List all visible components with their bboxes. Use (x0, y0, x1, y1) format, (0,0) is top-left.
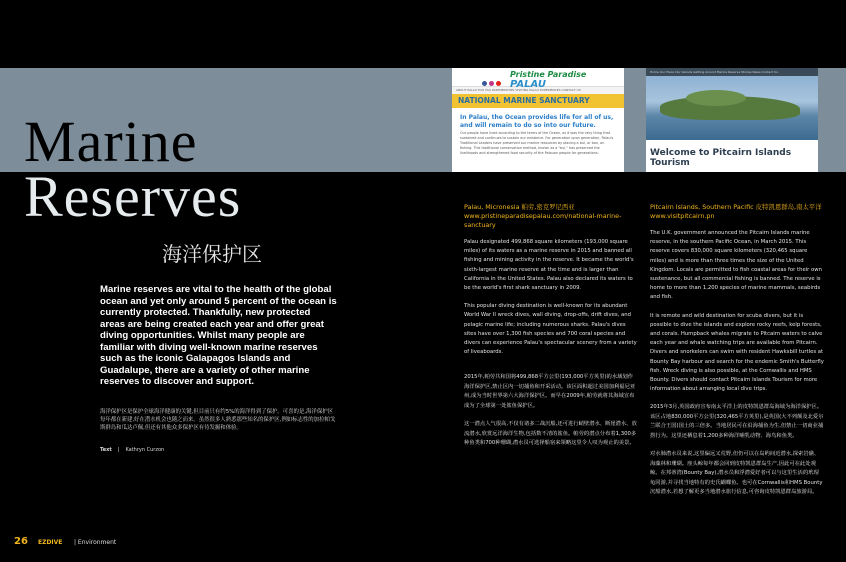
palau-logo (510, 70, 586, 90)
credit-separator: | (117, 447, 120, 453)
subtitle-zh: 海洋保护区 (162, 242, 262, 266)
pitcairn-url: www.visitpitcairn.pn (650, 212, 715, 220)
intro-text: Marine reserves are vital to the health of the global ocean and yet only around 5 percent of the ocean is currently protected. Thankfully, new protected areas are being created each year and offer great diving opportunities. Whilst many people are familiar with diving well-known marine reserves such as the iconic Galapagos Islands and Guadalupe, there are a variety of other marine reserves to discover and support. (100, 284, 337, 387)
pitcairn-column (650, 203, 824, 507)
palau-paragraph-1: Palau designated 499,868 square kilometers (193,000 square miles) of its waters as a marine reserve in 2015 and banned all fishing and mining activity in the reserve. It became the world's sixth-largest marine reserve at the time and is larger than California in the United States. Palau also declared its waters to be the world's first shark sanctuary in 2009. (464, 239, 634, 292)
social-icons (482, 71, 503, 90)
title-line2: Reserves (24, 164, 242, 229)
author-credit (100, 447, 164, 453)
pitcairn-heading: Pitcairn Islands, Southern Pacific 皮特凯恩群岛,南太平洋 (650, 203, 822, 211)
section-name: | Environment (74, 539, 117, 546)
pitcairn-island-photo (646, 76, 818, 140)
credit-label: Text (100, 447, 112, 453)
pitcairn-paragraph-zh-2: 对水肺潜水员来说,这里偏远又荒野,但仍可以在岛屿间近潜水,探索岩礁、海藻林和珊瑚。座头鲸每年都会回到皮特凯恩群岛生产,因此可在此处观鲸。在邦蒂湾(Bounty Bay),潜水员和浮潜爱好者可以与这里生活的玳瑁龟同游,并寻找当地特有的史氏蝴蝶鱼。也可在Cornwallis和HMS Bounty沉船潜水,若想了解更多当地潜水旅行信息,可咨询皮特凯恩群岛旅游局。 (650, 451, 823, 496)
palau-site-heading: In Palau, the Ocean provides life for all of us, and will remain to do so into our future. (460, 114, 614, 129)
title-line1: Marine (24, 109, 198, 174)
intro-text-zh: 海洋保护区是保护全球海洋健康的关键,但目前只有约5%的海洋得到了保护。可喜的是,海洋保护区每年都在新建,好在潜水机会也随之而来。虽然很多人熟悉那些知名的保护区,例如标志性的加拉帕戈斯群岛和瓜达卢佩,但还有其他众多保护区有待发掘和体验。 (100, 409, 336, 431)
island-peak-shape (686, 90, 746, 106)
palau-url: www.pristineparadisepalau.com/national-marine-sanctuary (464, 212, 622, 229)
youtube-icon (496, 81, 501, 86)
pitcairn-site-nav: Home Our Place Our Islands Getting Around Marine Reserve Stories News Contact Us (646, 68, 818, 76)
palau-website-screenshot (452, 68, 624, 172)
facebook-icon (482, 81, 487, 86)
palau-site-body: Our people have lived according to the terms of the Ocean, as it was the very thing that sustained and continues to sustain our existence. For generation upon generation, Palau's Traditional Leaders have preserved our marine resources by placing a bul, or ban, on fishing. This traditional conservation method, known as a "bul," has preserved the livelihoods and strengthened food security of the Palauan people for generations. (460, 131, 614, 155)
instagram-icon (489, 81, 494, 86)
palau-paragraph-2: This popular diving destination is well-known for its abundant World War II wreck dives, wall diving, drop-offs, drift dives, and pelagic marine life; including numerous sharks. Palau's dives sites have over 1,300 fish species and 700 coral species and divers can experience Palau's spectacular scenery from a variety of liveaboards. (464, 303, 637, 356)
palau-site-banner: NATIONAL MARINE SANCTUARY (452, 94, 624, 108)
palau-paragraph-zh-2: 这一潜点人气很高,不仅有诸多二战沉船,还可进行峭壁潜水、断崖潜水、放流潜水,欣赏远洋海洋生物,包括数不清的鲨鱼。帕劳的潜点分布着1,300多种鱼类和700种珊瑚,潜水员可选择船宿来领略这里令人叹为观止的美景。 (464, 421, 637, 447)
pitcairn-paragraph-zh-1: 2015年3月,英国政府宣布南太平洋上的皮特凯恩群岛海域为海洋保护区。该区占地830,000平方公里(320,465平方英里),是英国(大不列颠及北爱尔兰联合王国)国土的三倍多。当地居民可在沿海捕鱼为生,但禁止一切商业捕捞行为。这里还栖息着1,200多种海洋哺乳动物、海鸟和鱼类。 (650, 404, 824, 439)
credit-author: Kathryn Curzon (125, 447, 165, 453)
pitcairn-website-screenshot (646, 68, 818, 172)
palau-logo-top: Pristine Paradise (510, 70, 587, 79)
pitcairn-paragraph-1: The U.K. government announced the Pitcairn Islands marine reserve, in the southern Pacific Ocean, in March 2015. This reserve covers 830,000 square kilometers (320,465 square miles) and is more than three times the size of the United Kingdom. Locals are permitted to fish coastal areas for their own sustenance, but all commercial fishing is banned. The reserve is home to more than 1,200 species of marine mammals, seabirds and fish. (650, 230, 822, 301)
palau-site-nav: ABOUT PALAU EVO FAQ PARTNERSHIPS VISITING PALAU EXPERIENCES CONTACT US (452, 87, 624, 94)
palau-heading: Palau, Micronesia 帕劳,密克罗尼西亚 (464, 203, 575, 211)
palau-column (464, 203, 638, 458)
palau-logo-main: PALAU (510, 79, 546, 90)
page-number: 26 (14, 536, 28, 547)
pitcairn-paragraph-2: It is remote and wild destination for scuba divers, but it is possible to dive the islands and explore rocky reefs, kelp forests, and corals. Humpback whales migrate to Pitcairn waters to calve each year and whale watching trips are available from Pitcairn. Divers and snorkelers can swim with resident Hawksbill turtles at Bounty Bay harbour and search for the endemic Smith's Butterfly fish. Wreck diving is also possible, at the Cornwallis and HMS Bounty. Divers should contact Pitcairn Islands Tourism for more information about arranging local dive trips. (650, 312, 824, 393)
pitcairn-site-title: Welcome to Pitcairn Islands Tourism (650, 148, 792, 168)
palau-paragraph-zh-1: 2015年,帕劳共和国将499,868平方公里(193,000平方英里)的水域划作海洋保护区,禁止区内一切捕鱼和开采活动。该区面积超过美国加利福尼亚州,成为当时世界第六大海洋保护区。而早在2009年,帕劳就将其海域宣布成为了全球第一处鲨鱼保护区。 (464, 374, 636, 409)
magazine-brand: EZDIVE (38, 539, 63, 546)
page-footer (14, 536, 846, 550)
